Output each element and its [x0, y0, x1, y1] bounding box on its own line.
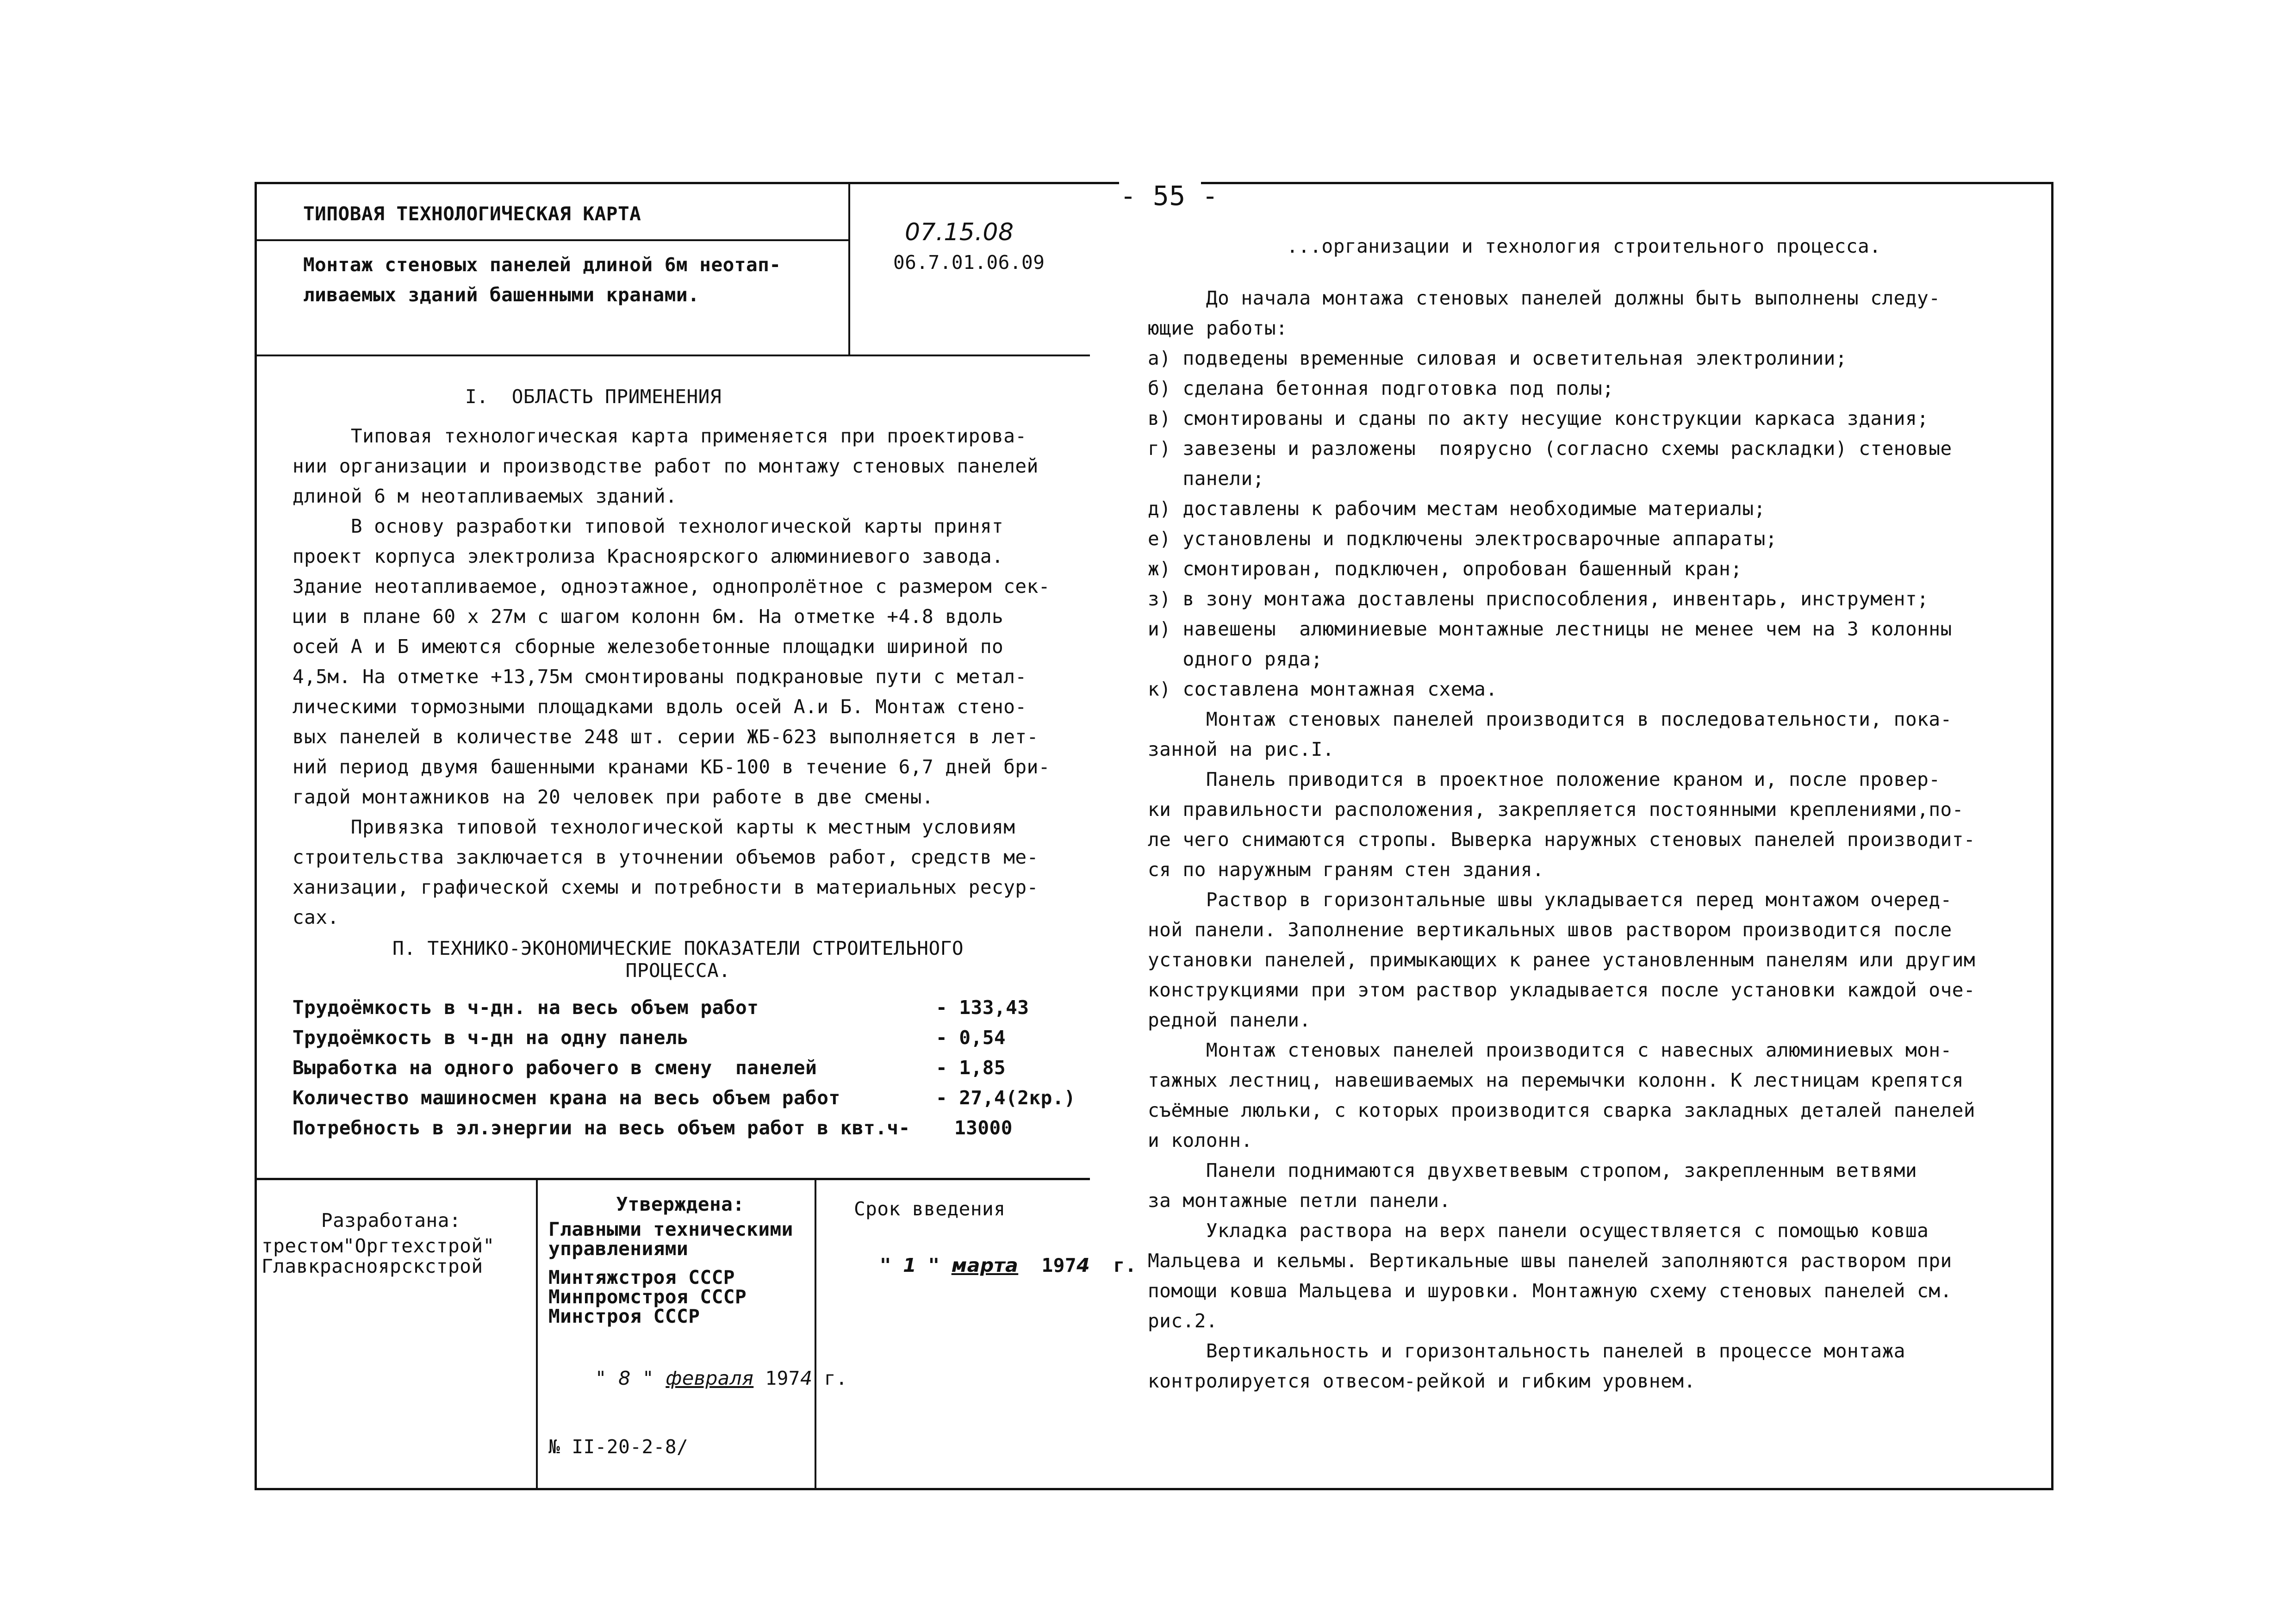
text-line: Здание неотапливаемое, одноэтажное, однопролётное с размером сек-	[292, 575, 1050, 597]
text-line: ханизации, графической схемы и потребности в материальных ресур-	[292, 876, 1039, 898]
indicator-label: Трудоёмкость в ч-дн. на весь объем работ	[292, 996, 759, 1019]
text-line: Панели поднимаются двухветвевым стропом, закрепленным ветвями	[1148, 1159, 1917, 1182]
text-line: конструкциями при этом раствор укладывается после установки каждой оче-	[1148, 979, 1976, 1001]
text-line: г) завезены и разложены поярусно (согласно схемы раскладки) стеновые	[1148, 437, 1952, 460]
text-line: ной панели. Заполнение вертикальных швов раствором производится после	[1148, 919, 1952, 941]
text-line: Раствор в горизонтальные швы укладывается перед монтажом очеред-	[1148, 889, 1952, 911]
text-line: к) составлена монтажная схема.	[1148, 678, 1498, 700]
code-handwritten: 07.15.08	[905, 218, 1014, 246]
text-line: б) сделана бетонная подготовка под полы;	[1148, 377, 1614, 399]
indicator-row	[292, 1113, 1089, 1143]
approved-line: Главными техническими	[548, 1218, 793, 1240]
developed-heading: Разработана:	[321, 1209, 461, 1232]
frame-footer-top	[257, 1178, 1090, 1180]
indicator-value: - 0,54	[936, 1027, 1006, 1049]
text-line: Привязка типовой технологической карты к местным условиям	[292, 816, 1015, 838]
approved-line: управлениями	[548, 1238, 689, 1260]
text-line: контролируется отвесом-рейкой и гибким уровнем.	[1148, 1370, 1696, 1392]
term-year-digit: 4	[1076, 1254, 1090, 1276]
text-line: з) в зону монтажа доставлены приспособления, инвентарь, инструмент;	[1148, 588, 1929, 610]
subtitle-line: Монтаж стеновых панелей длиной 6м неотап-	[303, 254, 781, 276]
text-line: ний период двумя башенными кранами КБ-100 в течение 6,7 дней бри-	[292, 756, 1050, 778]
section1-heading: I. ОБЛАСТЬ ПРИМЕНЕНИЯ	[465, 386, 722, 408]
term-heading: Срок введения	[854, 1198, 1006, 1220]
text-line: ки правильности расположения, закрепляется постоянными креплениями,по-	[1148, 798, 1964, 821]
approved-date	[548, 1333, 848, 1424]
developed-line: трестом"Оргтехстрой"	[261, 1235, 495, 1257]
text-line: 4,5м. На отметке +13,75м смонтированы подкрановые пути с метал-	[292, 666, 1027, 688]
frame-footer-divider-1	[536, 1178, 538, 1489]
text-line: и) навешены алюминиевые монтажные лестницы не менее чем на 3 колонны	[1148, 618, 1952, 640]
date-suffix: г.	[812, 1367, 848, 1389]
frame-top-right	[1201, 182, 2053, 184]
text-line: сах.	[292, 906, 339, 928]
frame-bottom	[255, 1488, 2053, 1490]
text-line: ции в плане 60 х 27м с шагом колонн 6м. На отметке +4.8 вдоль	[292, 605, 1004, 628]
date-year: 197	[753, 1367, 800, 1389]
date-day: 8	[618, 1367, 631, 1389]
text-line: и колонн.	[1148, 1129, 1253, 1151]
section1-body	[292, 421, 1050, 933]
term-date	[833, 1220, 1137, 1311]
date-quote-close: "	[630, 1367, 666, 1389]
text-line: е) установлены и подключены электросварочные аппараты;	[1148, 528, 1777, 550]
approved-line: Минпромстроя СССР	[548, 1286, 747, 1308]
text-line: занной на рис.I.	[1148, 738, 1334, 760]
term-year: 197	[1018, 1254, 1077, 1276]
text-line: в) смонтированы и сданы по акту несущие конструкции каркаса здания;	[1148, 407, 1929, 429]
term-suffix: г.	[1090, 1254, 1137, 1276]
text-line: установки панелей, примыкающих к ранее установленным панелям или другим	[1148, 949, 1976, 971]
text-line: строительства заключается в уточнении объемов работ, средств ме-	[292, 846, 1039, 868]
indicator-row	[292, 993, 1089, 1023]
text-line: Вертикальность и горизонтальность панелей в процессе монтажа	[1148, 1340, 1905, 1362]
text-line: д) доставлены к рабочим местам необходимые материалы;	[1148, 498, 1766, 520]
frame-right	[2051, 182, 2053, 1490]
approved-line: Минтяжстроя СССР	[548, 1266, 735, 1288]
text-line: тажных лестниц, навешиваемых на перемычки колонн. К лестницам крепятся	[1148, 1069, 1964, 1091]
term-block	[833, 1194, 1137, 1311]
frame-header-divider	[848, 182, 850, 355]
page-number: - 55 -	[1120, 180, 1219, 212]
text-line: рис.2.	[1148, 1310, 1218, 1332]
section2-heading	[287, 937, 1069, 982]
indicator-value: - 1,85	[936, 1057, 1006, 1079]
date-quote-open: "	[595, 1367, 619, 1389]
text-line: нии организации и производстве работ по монтажу стеновых панелей	[292, 455, 1039, 477]
indicators-table	[292, 993, 1089, 1143]
text-line: ж) смонтирован, подключен, опробован башенный кран;	[1148, 558, 1742, 580]
approved-heading: Утверждена:	[616, 1193, 745, 1215]
text-line: До начала монтажа стеновых панелей должны быть выполнены следу-	[1148, 287, 1941, 309]
indicator-label: Количество машиносмен крана на весь объем работ	[292, 1087, 840, 1109]
developed-line: Главкрасноярскстрой	[261, 1255, 483, 1277]
text-line: Панель приводится в проектное положение краном и, после провер-	[1148, 768, 1941, 790]
text-line: Укладка раствора на верх панели осуществляется с помощью ковша	[1148, 1220, 1929, 1242]
text-line: лическими тормозными площадками вдоль осей А.и Б. Монтаж стено-	[292, 696, 1027, 718]
date-year-digit: 4	[800, 1367, 813, 1389]
text-line: длиной 6 м неотапливаемых зданий.	[292, 485, 678, 507]
indicator-row	[292, 1083, 1089, 1113]
card-subtitle	[303, 250, 781, 310]
frame-footer-divider-2	[815, 1178, 816, 1489]
indicator-label: Выработка на одного рабочего в смену панелей	[292, 1057, 817, 1079]
indicator-value: 13000	[954, 1117, 1013, 1139]
indicator-label: Потребность в эл.энергии на весь объем работ в квт.ч-	[292, 1117, 910, 1139]
text-line: В основу разработки типовой технологической карты принят	[292, 515, 1004, 537]
term-day: 1	[903, 1254, 917, 1276]
card-title: ТИПОВАЯ ТЕХНОЛОГИЧЕСКАЯ КАРТА	[303, 203, 641, 225]
text-line: проект корпуса электролиза Красноярского алюминиевого завода.	[292, 545, 1004, 567]
text-line: Монтаж стеновых панелей производится с навесных алюминиевых мон-	[1148, 1039, 1952, 1061]
indicator-value: - 27,4(2кр.)	[936, 1087, 1076, 1109]
text-line: ле чего снимаются стропы. Выверка наружных стеновых панелей производит-	[1148, 828, 1976, 851]
approved-line: Минстроя СССР	[548, 1305, 700, 1327]
heading-line: ПРОЦЕССА.	[625, 959, 731, 982]
approval-number: № II-20-2-8/	[548, 1436, 689, 1458]
indicator-label: Трудоёмкость в ч-дн на одну панель	[292, 1027, 689, 1049]
text-line: редной панели.	[1148, 1009, 1311, 1031]
frame-left	[255, 182, 257, 1490]
term-quote-open: "	[879, 1254, 903, 1276]
text-line: Мальцева и кельмы. Вертикальные швы панелей заполняются раствором при	[1148, 1250, 1952, 1272]
indicator-row	[292, 1023, 1089, 1053]
heading-line: П. ТЕХНИКО-ЭКОНОМИЧЕСКИЕ ПОКАЗАТЕЛИ СТРОИТЕЛЬНОГО	[392, 937, 964, 959]
text-line: съёмные люльки, с которых производится сварка закладных деталей панелей	[1148, 1099, 1976, 1121]
approved-block	[548, 1189, 848, 1462]
indicator-row	[292, 1053, 1089, 1083]
text-line: панели;	[1148, 467, 1264, 490]
section3-heading: ...организации и технология строительного процесса.	[1287, 235, 1881, 257]
text-line: гадой монтажников на 20 человек при работе в две смены.	[292, 786, 934, 808]
text-line: а) подведены временные силовая и осветительная электролинии;	[1148, 347, 1848, 369]
code-printed: 06.7.01.06.09	[893, 251, 1045, 274]
text-line: Типовая технологическая карта применяется при проектирова-	[292, 425, 1027, 447]
subtitle-line: ливаемых зданий башенными кранами.	[303, 284, 700, 306]
developed-block	[261, 1206, 535, 1276]
text-line: осей А и Б имеются сборные железобетонные площадки шириной по	[292, 635, 1004, 658]
frame-header-bottom	[257, 355, 1090, 356]
term-month: марта	[951, 1254, 1019, 1276]
text-line: за монтажные петли панели.	[1148, 1189, 1451, 1212]
term-quote-close: "	[916, 1254, 952, 1276]
text-line: одного ряда;	[1148, 648, 1323, 670]
frame-title-underline	[257, 239, 848, 241]
date-month: февраля	[666, 1367, 754, 1389]
text-line: ся по наружным граням стен здания.	[1148, 859, 1544, 881]
section3-body	[1148, 283, 1975, 1396]
frame-top-left	[257, 182, 1119, 184]
text-line: Монтаж стеновых панелей производится в последовательности, пока-	[1148, 708, 1952, 730]
indicator-value: - 133,43	[936, 996, 1029, 1019]
text-line: ющие работы:	[1148, 317, 1288, 339]
text-line: помощи ковша Мальцева и шуровки. Монтажную схему стеновых панелей см.	[1148, 1280, 1952, 1302]
text-line: вых панелей в количестве 248 шт. серии ЖБ-623 выполняется в лет-	[292, 726, 1039, 748]
